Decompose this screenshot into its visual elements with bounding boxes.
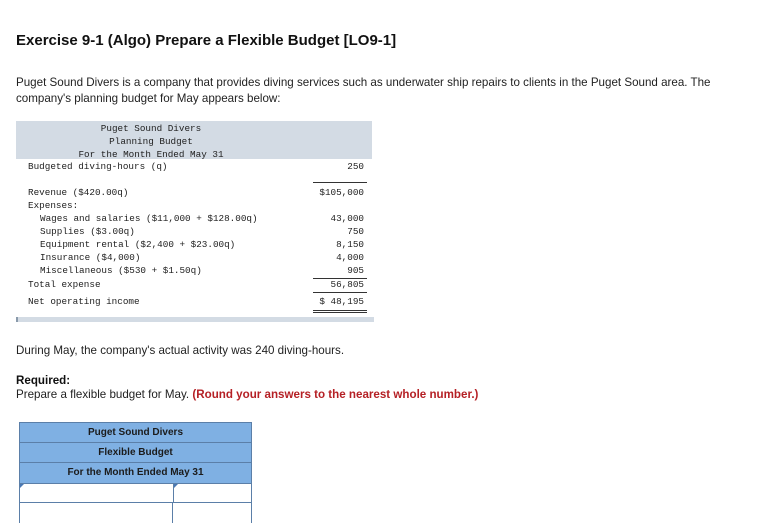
expense-row [16,226,372,239]
total-expense-value: 56,805 [330,279,364,290]
line-item-amount-input[interactable] [178,485,254,499]
planning-budget-header [16,121,372,159]
required-text [16,388,478,401]
activity-value: 250 [347,161,364,172]
total-expense-row [16,279,372,292]
flexible-budget-header [19,422,252,484]
expenses-heading-row [16,200,372,213]
noi-row [16,296,372,309]
header-divider [20,462,251,463]
expense-label: Equipment rental ($2,400 + $23.00q) [40,239,236,250]
expense-label: Wages and salaries ($11,000 + $128.00q) [40,213,258,224]
required-instruction: Prepare a flexible budget for May. [16,388,190,401]
expense-row [16,265,372,278]
activity-label: Budgeted diving-hours (q) [28,161,168,172]
rounding-note: (Round your answers to the nearest whole number.) [192,388,479,401]
budget-name: Planning Budget [109,136,193,147]
table-edge [19,503,20,523]
revenue-value: $105,000 [319,187,364,198]
cell-divider [172,503,173,523]
budget-period: For the Month Ended May 31 [78,149,224,160]
expense-row [16,239,372,252]
noi-value: $ 48,195 [319,296,364,307]
company-name: Puget Sound Divers [87,427,183,438]
expense-label: Miscellaneous ($530 + $1.50q) [40,265,202,276]
expense-value: 905 [347,265,364,276]
actual-activity-text: During May, the company's actual activity was 240 diving-hours. [16,344,345,357]
company-name: Puget Sound Divers [100,123,202,134]
expense-row [16,213,372,226]
required-heading: Required: [16,374,71,387]
expense-value: 750 [347,226,364,237]
rule-line [313,182,367,183]
budget-name: Flexible Budget [98,447,173,458]
header-divider [20,442,251,443]
double-rule-line [313,310,367,311]
revenue-label: Revenue ($420.00q) [28,187,129,198]
flexible-budget-table [19,422,252,523]
planning-budget-table [16,121,372,324]
exercise-intro: Puget Sound Divers is a company that provides diving services such as underwater ship repairs to clients in the Puget Sound area. The company's planning budget for May appears below: [16,76,711,105]
flexible-budget-row [19,483,252,503]
expenses-heading: Expenses: [28,200,79,211]
expense-row [16,252,372,265]
expense-label: Insurance ($4,000) [40,252,141,263]
line-item-label-input[interactable] [24,485,175,499]
expense-label: Supplies ($3.00q) [40,226,135,237]
activity-row [16,161,372,174]
exercise-title: Exercise 9-1 (Algo) Prepare a Flexible Budget [LO9-1] [16,32,397,49]
double-rule-line [313,312,367,313]
rule-line [313,292,367,293]
total-expense-label: Total expense [28,279,101,290]
planning-budget-footer [16,317,374,322]
expense-value: 4,000 [336,252,364,263]
expense-value: 43,000 [330,213,364,224]
table-edge [251,503,252,523]
noi-label: Net operating income [28,296,140,307]
revenue-row [16,187,372,200]
budget-period: For the Month Ended May 31 [67,467,204,478]
expense-value: 8,150 [336,239,364,250]
